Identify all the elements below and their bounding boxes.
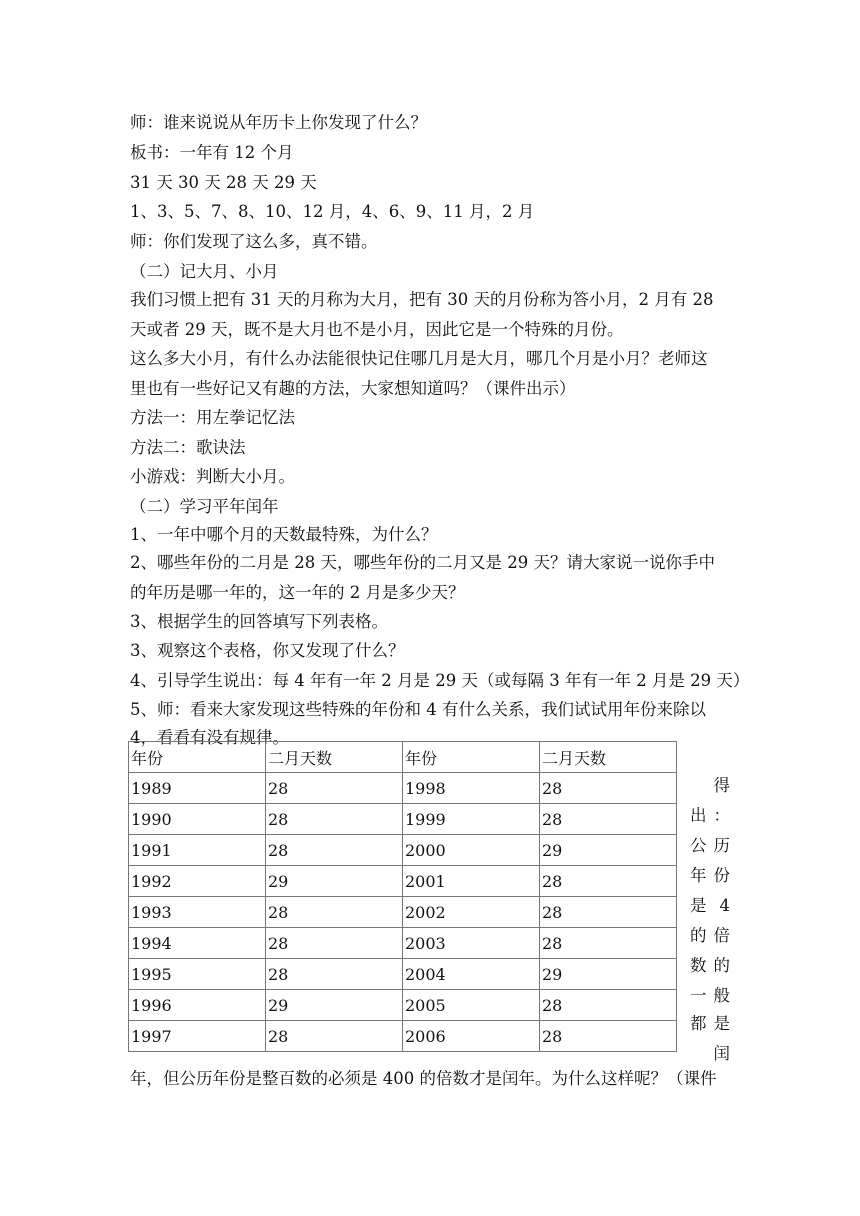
text-line: 我们习惯上把有 31 天的月称为大月，把有 30 天的月份称为答小月，2 月有 28 — [130, 290, 714, 309]
table-cell: 2001 — [403, 866, 540, 897]
table-cell: 28 — [540, 897, 677, 928]
table-header-cell: 二月天数 — [540, 742, 677, 773]
table-cell: 28 — [266, 1021, 403, 1052]
table-cell: 2000 — [403, 835, 540, 866]
table-cell: 1998 — [403, 773, 540, 804]
text-line: 1、3、5、7、8、10、12 月，4、6、9、11 月，2 月 — [130, 202, 535, 221]
table-row — [129, 1021, 677, 1052]
side-text-row — [690, 806, 730, 826]
table-row — [129, 835, 677, 866]
side-text-char: 倍 — [713, 926, 730, 945]
side-text-char: 公 — [690, 836, 707, 855]
text-line: 2、哪些年份的二月是 28 天，哪些年份的二月又是 29 天？请大家说一说你手中 — [130, 553, 715, 572]
leap-year-table — [128, 741, 677, 1052]
text-line: 方法二：歌诀法 — [130, 438, 246, 457]
text-line: 板书：一年有 12 个月 — [130, 143, 294, 162]
table-row — [129, 804, 677, 835]
text-line: 5、师：看来大家发现这些特殊的年份和 4 有什么关系，我们试试用年份来除以 — [130, 700, 706, 719]
table-cell: 2006 — [403, 1021, 540, 1052]
side-text-char: ： — [713, 806, 730, 825]
side-text-char: 4 — [719, 896, 730, 915]
side-text-row — [690, 836, 730, 856]
table-cell: 1992 — [129, 866, 266, 897]
side-text-char: 份 — [713, 866, 730, 885]
side-text-char: 都 — [690, 1014, 707, 1033]
side-text-row — [690, 986, 730, 1006]
table-cell: 28 — [540, 1021, 677, 1052]
side-text-char: 出 — [690, 806, 707, 825]
table-header-cell: 年份 — [129, 742, 266, 773]
table-cell: 28 — [540, 773, 677, 804]
side-text-row — [690, 1014, 730, 1034]
table-cell: 28 — [266, 835, 403, 866]
text-line: 小游戏：判断大小月。 — [130, 467, 295, 486]
table-cell: 29 — [540, 959, 677, 990]
table-cell: 28 — [266, 897, 403, 928]
table-cell: 28 — [266, 928, 403, 959]
table-cell: 2003 — [403, 928, 540, 959]
text-line: 的年历是哪一年的，这一年的 2 月是多少天？ — [130, 583, 465, 602]
text-line: 4、引导学生说出：每 4 年有一年 2 月是 29 天（或每隔 3 年有一年 2 月是 29 天） — [130, 671, 750, 690]
table-cell: 1989 — [129, 773, 266, 804]
table-cell: 2004 — [403, 959, 540, 990]
table-row — [129, 866, 677, 897]
table-cell: 28 — [266, 773, 403, 804]
text-line: 3、观察这个表格，你又发现了什么？ — [130, 641, 405, 660]
table-cell: 28 — [540, 928, 677, 959]
side-text-char: 得 — [713, 776, 730, 795]
side-text-char: 般 — [713, 986, 730, 1005]
table-row — [129, 928, 677, 959]
table-cell: 1994 — [129, 928, 266, 959]
side-text-row — [690, 1044, 730, 1064]
side-text-row — [690, 776, 730, 796]
text-line: 1、一年中哪个月的天数最特殊，为什么？ — [130, 525, 438, 544]
text-line: 里也有一些好记又有趣的方法，大家想知道吗？（课件出示） — [130, 379, 576, 398]
table-cell: 1991 — [129, 835, 266, 866]
table-header-row — [129, 742, 677, 773]
table-cell: 28 — [540, 804, 677, 835]
table-cell: 29 — [540, 835, 677, 866]
side-text-row — [690, 926, 730, 946]
table-row — [129, 990, 677, 1021]
side-text-char: 的 — [713, 956, 730, 975]
table-row — [129, 959, 677, 990]
side-text-row — [690, 866, 730, 886]
table-header-cell: 二月天数 — [266, 742, 403, 773]
bottom-line: 年，但公历年份是整百数的必须是 400 的倍数才是闰年。为什么这样呢？（课件 — [130, 1069, 717, 1088]
text-line: 3、根据学生的回答填写下列表格。 — [130, 612, 388, 631]
table-cell: 1997 — [129, 1021, 266, 1052]
text-line: 31 天 30 天 28 天 29 天 — [130, 173, 317, 192]
table-cell: 1990 — [129, 804, 266, 835]
text-line: 师：你们发现了这么多，真不错。 — [130, 232, 378, 251]
text-line: （二）记大月、小月 — [130, 262, 279, 281]
side-text-char: 是 — [713, 1014, 730, 1033]
side-text-char: 数 — [690, 956, 707, 975]
table-row — [129, 897, 677, 928]
table-cell: 2005 — [403, 990, 540, 1021]
side-text-char: 是 — [690, 896, 707, 915]
table-cell: 28 — [266, 959, 403, 990]
side-text-row — [690, 896, 730, 916]
text-line: 4，看看有没有规律。 — [130, 728, 289, 747]
table-cell: 28 — [540, 866, 677, 897]
table-cell: 1993 — [129, 897, 266, 928]
text-line: 这么多大小月，有什么办法能很快记住哪几月是大月，哪几个月是小月？老师这 — [130, 349, 708, 368]
text-line: （二）学习平年闰年 — [130, 497, 279, 516]
text-line: 天或者 29 天，既不是大月也不是小月，因此它是一个特殊的月份。 — [130, 320, 624, 339]
table-cell: 28 — [266, 804, 403, 835]
side-text-char: 一 — [690, 986, 707, 1005]
table-cell: 1996 — [129, 990, 266, 1021]
table-cell: 29 — [266, 866, 403, 897]
table-cell: 2002 — [403, 897, 540, 928]
text-line: 师：谁来说说从年历卡上你发现了什么？ — [130, 113, 427, 132]
table-cell: 1999 — [403, 804, 540, 835]
table-cell: 1995 — [129, 959, 266, 990]
table-cell: 29 — [266, 990, 403, 1021]
side-text-char: 闰 — [713, 1044, 730, 1063]
table-row — [129, 773, 677, 804]
text-line: 方法一：用左拳记忆法 — [130, 408, 295, 427]
side-text-row — [690, 956, 730, 976]
side-text-char: 年 — [690, 866, 707, 885]
side-text-char: 历 — [713, 836, 730, 855]
table-header-cell: 年份 — [403, 742, 540, 773]
side-text-char: 的 — [690, 926, 707, 945]
table-cell: 28 — [540, 990, 677, 1021]
